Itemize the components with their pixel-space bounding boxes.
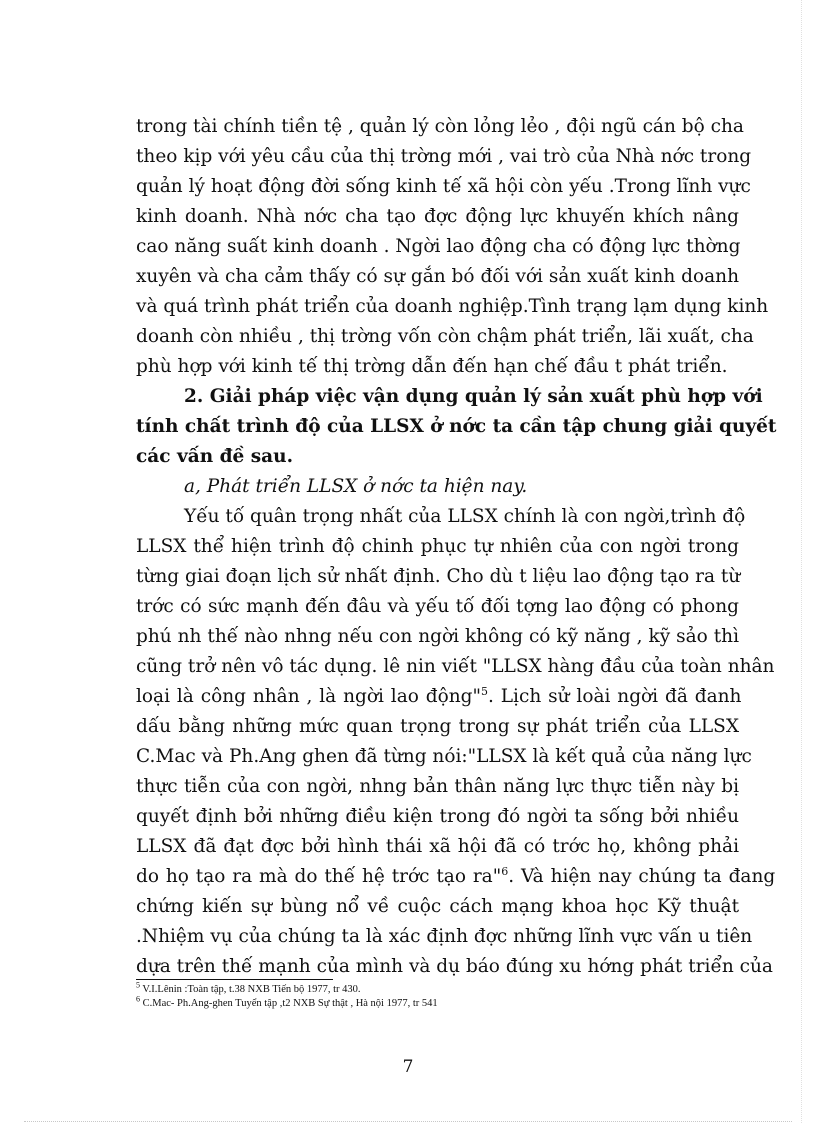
section-heading: các vấn đề sau. — [136, 446, 294, 467]
footnote-ref: 5 — [481, 684, 488, 698]
page-number: 7 — [402, 1057, 414, 1077]
body-line: phú nh thế nào nhng nếu con ngời không có kỹ năng , kỹ sảo thì — [136, 626, 739, 647]
body-line: và quá trình phát triển của doanh nghiệp.Tình trạng lạm dụng kinh — [136, 296, 769, 317]
text-run: do họ tạo ra mà do thế hệ trớc tạo ra" — [136, 866, 502, 887]
body-line: cao năng suất kinh doanh . Ngời lao động cha có động lực thờng — [136, 236, 741, 257]
footnote-mark: 5 — [136, 980, 140, 990]
body-line: phù hợp với kinh tế thị trờng dẫn đến hạn chế đầu t phát triển. — [136, 356, 728, 377]
body-line: LLSX đã đạt đợc bởi hình thái xã hội đã có trớc họ, không phải — [136, 836, 739, 857]
page-bottom-border — [24, 1121, 792, 1122]
body-line: dựa trên thế mạnh của mình và dụ báo đúng xu hớng phát triển của — [136, 956, 773, 977]
footnote-ref: 6 — [501, 864, 509, 878]
text-run: . Lịch sử loài ngời đã đanh — [488, 686, 742, 707]
body-line: quyết định bởi những điều kiện trong đó ngời ta sống bởi nhiều — [136, 806, 739, 827]
text-run: loại là công nhân , là ngời lao động" — [136, 686, 481, 707]
footnote-divider — [136, 979, 333, 980]
body-line: trớc có sức mạnh đến đâu và yếu tố đối tợng lao động có phong — [136, 596, 739, 617]
footnote — [136, 980, 696, 996]
body-line: chứng kiến sự bùng nổ về cuộc cách mạng khoa học Kỹ thuật — [136, 896, 739, 917]
body-line: cũng trở nên vô tác dụng. lê nin viết "LLSX hàng đầu của toàn nhân — [136, 656, 775, 677]
footnote-text: C.Mac- Ph.Ang-ghen Tuyển tập ,t2 NXB Sự thật , Hà nội 1977, tr 541 — [140, 998, 438, 1009]
section-heading: tính chất trình độ của LLSX ở nớc ta cần tập chung giải quyết — [136, 416, 777, 437]
section-heading: 2. Giải pháp việc vận dụng quản lý sản xuất phù hợp với — [184, 386, 763, 407]
footnote-text: V.I.Lênin :Toàn tập, t.38 NXB Tiến bộ 1977, tr 430. — [140, 984, 361, 995]
body-line — [136, 682, 742, 712]
body-line: thực tiễn của con ngời, nhng bản thân năng lực thực tiễn này bị — [136, 776, 739, 797]
body-line — [136, 862, 776, 892]
footnote-mark: 6 — [136, 994, 140, 1004]
text-run: . Và hiện nay chúng ta đang — [508, 866, 776, 887]
body-line: xuyên và cha cảm thấy có sự gắn bó đối với sản xuất kinh doanh — [136, 266, 739, 287]
body-line: từng giai đoạn lịch sử nhất định. Cho dù t liệu lao động tạo ra từ — [136, 566, 741, 587]
body-line: kinh doanh. Nhà nớc cha tạo đợc động lực khuyến khích nâng — [136, 206, 739, 227]
body-line: quản lý hoạt động đời sống kinh tế xã hội còn yếu .Trong lĩnh vực — [136, 176, 751, 197]
page-right-border — [801, 0, 802, 1123]
body-line: C.Mac và Ph.Ang ghen đã từng nói:"LLSX là kết quả của năng lực — [136, 746, 752, 767]
body-line: Yếu tố quân trọng nhất của LLSX chính là con ngời,trình độ — [184, 506, 746, 527]
footnote — [136, 994, 696, 1010]
body-line: theo kịp với yêu cầu của thị trờng mới , vai trò của Nhà nớc trong — [136, 146, 752, 167]
body-line: doanh còn nhiều , thị trờng vốn còn chậm phát triển, lãi xuất, cha — [136, 326, 754, 347]
body-line: LLSX thể hiện trình độ chinh phục tự nhiên của con ngời trong — [136, 536, 739, 557]
subsection-heading: a, Phát triển LLSX ở nớc ta hiện nay. — [184, 476, 528, 497]
body-line: trong tài chính tiền tệ , quản lý còn lỏng lẻo , đội ngũ cán bộ cha — [136, 116, 744, 137]
body-line: .Nhiệm vụ của chúng ta là xác định đợc những lĩnh vực vấn u tiên — [136, 926, 753, 947]
body-line: dấu bằng những mức quan trọng trong sự phát triển của LLSX — [136, 716, 739, 737]
